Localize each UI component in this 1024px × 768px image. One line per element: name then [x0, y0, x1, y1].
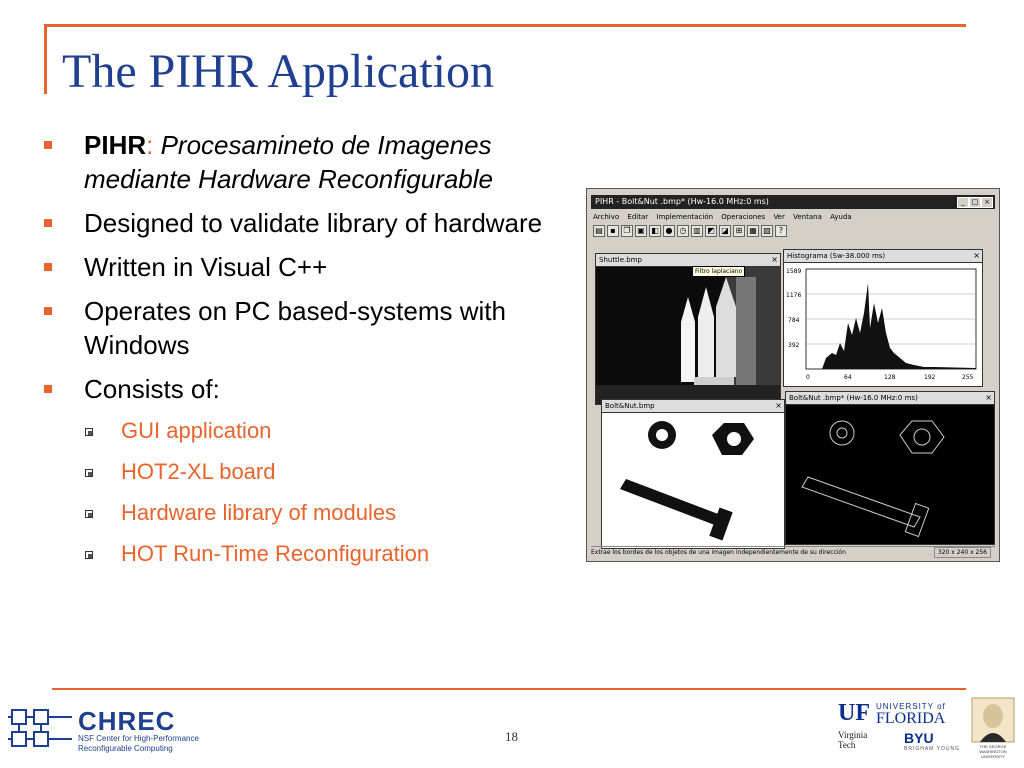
edges-image — [786, 405, 994, 544]
vt-line: Virginia — [838, 730, 868, 740]
sub-bullet-library — [42, 498, 582, 528]
edges-window-title — [786, 392, 994, 405]
menu-editar[interactable]: Editar — [627, 213, 649, 221]
sub-bullet-reconfig — [42, 539, 582, 569]
histogram-window[interactable] — [783, 249, 983, 387]
open-icon[interactable]: ▤ — [593, 225, 605, 237]
bullet-pihr — [42, 128, 582, 196]
close-icon[interactable]: × — [981, 197, 993, 208]
close-icon[interactable]: × — [985, 393, 992, 402]
frame-top-rule — [44, 24, 966, 27]
run-icon[interactable]: ● — [663, 225, 675, 237]
histogram-window-title — [784, 250, 982, 263]
x-tick: 192 — [924, 374, 936, 381]
shuttle-title-text: Shuttle.bmp — [599, 256, 642, 264]
shuttle-window-title — [596, 254, 780, 267]
edges-title-text: Bolt&Nut .bmp* (Hw-16.0 MHz:0 ms) — [789, 394, 918, 402]
pihr-expansion: Procesamineto de Imagenes mediante Hardware Reconfigurable — [84, 130, 494, 194]
bullet-marker — [44, 263, 52, 271]
status-text: Extrae los bordes de los objetos de una imagen independientemente de su dirección — [591, 549, 846, 556]
gwu-line: THE GEORGE — [979, 744, 1007, 749]
gwu-line: UNIVERSITY — [980, 754, 1005, 759]
maximize-icon[interactable]: □ — [969, 197, 981, 208]
y-tick: 1176 — [786, 292, 802, 299]
x-tick: 0 — [806, 374, 810, 381]
app-titlebar — [591, 195, 995, 209]
partner-logos — [838, 700, 968, 762]
y-tick: 784 — [788, 317, 800, 324]
chrec-subtitle — [78, 734, 199, 754]
bullet-marker — [44, 385, 52, 393]
histogram-title-text: Histograma (Sw-38.000 ms) — [787, 252, 886, 260]
copy-icon[interactable]: ❐ — [621, 225, 633, 237]
x-tick: 255 — [962, 374, 974, 381]
boltnut-image — [602, 413, 784, 548]
bullet-list — [42, 128, 582, 580]
boltnut-title-text: Bolt&Nut.bmp — [605, 402, 655, 410]
gwu-logo — [970, 696, 1016, 762]
y-tick: 1589 — [786, 268, 802, 275]
virginia-tech-logo — [838, 730, 867, 750]
zoom-icon[interactable]: ⊞ — [733, 225, 745, 237]
grid-icon[interactable]: ▦ — [747, 225, 759, 237]
uf-university-of: UNIVERSITY of — [876, 702, 946, 711]
x-tick: 128 — [884, 374, 896, 381]
bullet-text: Written in Visual C++ — [84, 252, 328, 282]
byu-subtitle: BRIGHAM YOUNG — [904, 746, 960, 752]
slide-title: The PIHR Application — [62, 45, 494, 98]
page-number: 18 — [505, 729, 518, 744]
sub-bullet-text: HOT Run-Time Reconfiguration — [121, 541, 430, 566]
menu-archivo[interactable]: Archivo — [593, 213, 620, 221]
edges-window[interactable] — [785, 391, 995, 545]
frame-left-rule — [44, 24, 47, 94]
threshold-icon[interactable]: ◪ — [719, 225, 731, 237]
bullet-marker — [44, 307, 52, 315]
sub-bullet-marker — [85, 551, 93, 559]
shuttle-window[interactable] — [595, 253, 781, 405]
app-title: PIHR - Bolt&Nut .bmp* (Hw-16.0 MHz:0 ms) — [595, 197, 769, 206]
pihr-app-screenshot — [586, 188, 1000, 562]
vt-line: Tech — [838, 740, 856, 750]
pihr-label: PIHR — [84, 130, 147, 160]
sub-bullet-marker — [85, 428, 93, 436]
sub-bullet-marker — [85, 510, 93, 518]
timer-icon[interactable]: ◷ — [677, 225, 689, 237]
menu-ventana[interactable]: Ventana — [793, 213, 822, 221]
sub-bullet-gui — [42, 416, 582, 446]
menu-implementacion[interactable]: Implementación — [656, 213, 714, 221]
gwu-line: WASHINGTON — [979, 749, 1007, 754]
gwu-text — [970, 744, 1016, 759]
uf-florida: FLORIDA — [876, 710, 946, 727]
app-menubar — [593, 211, 993, 223]
filter-icon[interactable]: ◧ — [649, 225, 661, 237]
histogram-chart — [784, 263, 982, 386]
washington-portrait-icon — [970, 696, 1016, 744]
edge-icon[interactable]: ◩ — [705, 225, 717, 237]
close-icon[interactable]: × — [775, 401, 782, 410]
bullet-marker — [44, 219, 52, 227]
sub-bullet-text: HOT2-XL board — [121, 459, 276, 484]
app-statusbar — [591, 546, 995, 558]
sub-bullet-text: Hardware library of modules — [121, 500, 397, 525]
tooltip: Filtro laplaciano — [692, 266, 745, 277]
chrec-circuit-icon — [8, 704, 74, 754]
bullet-designed — [42, 206, 582, 240]
frame-bottom-rule — [52, 688, 966, 690]
close-icon[interactable]: × — [973, 251, 980, 260]
byu-logo: BYU — [904, 730, 934, 746]
minimize-icon[interactable]: _ — [957, 197, 969, 208]
bullet-operates — [42, 294, 582, 362]
bullet-text: Consists of: — [84, 374, 220, 404]
bullet-marker — [44, 141, 52, 149]
boltnut-window[interactable] — [601, 399, 785, 549]
x-tick: 64 — [844, 374, 852, 381]
bullet-written — [42, 250, 582, 284]
save-icon[interactable]: ▪ — [607, 225, 619, 237]
sub-bullet-board — [42, 457, 582, 487]
help-icon[interactable]: ? — [775, 225, 787, 237]
sub-bullet-marker — [85, 469, 93, 477]
boltnut-window-title — [602, 400, 784, 413]
chrec-logo — [8, 704, 228, 760]
bullet-consists — [42, 372, 582, 406]
pihr-colon: : — [146, 130, 154, 160]
y-tick: 392 — [788, 342, 800, 349]
histogram-icon[interactable]: ▥ — [691, 225, 703, 237]
close-icon[interactable]: × — [771, 255, 778, 264]
bullet-text: Designed to validate library of hardware — [84, 208, 543, 238]
app-toolbar — [593, 225, 787, 238]
chrec-subtitle-line: Reconfigurable Computing — [78, 744, 173, 753]
layer-icon[interactable]: ▧ — [761, 225, 773, 237]
shuttle-image — [596, 267, 780, 404]
status-resolution: 320 x 240 x 256 — [934, 547, 991, 558]
chrec-subtitle-line: NSF Center for High-Performance — [78, 734, 199, 743]
paste-icon[interactable]: ▣ — [635, 225, 647, 237]
sub-bullet-text: GUI application — [121, 418, 272, 443]
chrec-wordmark: CHREC — [78, 706, 176, 736]
menu-ver[interactable]: Ver — [773, 213, 785, 221]
uf-monogram: UF — [838, 700, 870, 726]
menu-ayuda[interactable]: Ayuda — [830, 213, 852, 221]
menu-operaciones[interactable]: Operaciones — [721, 213, 766, 221]
bullet-text: Operates on PC based-systems with Windows — [84, 296, 506, 360]
